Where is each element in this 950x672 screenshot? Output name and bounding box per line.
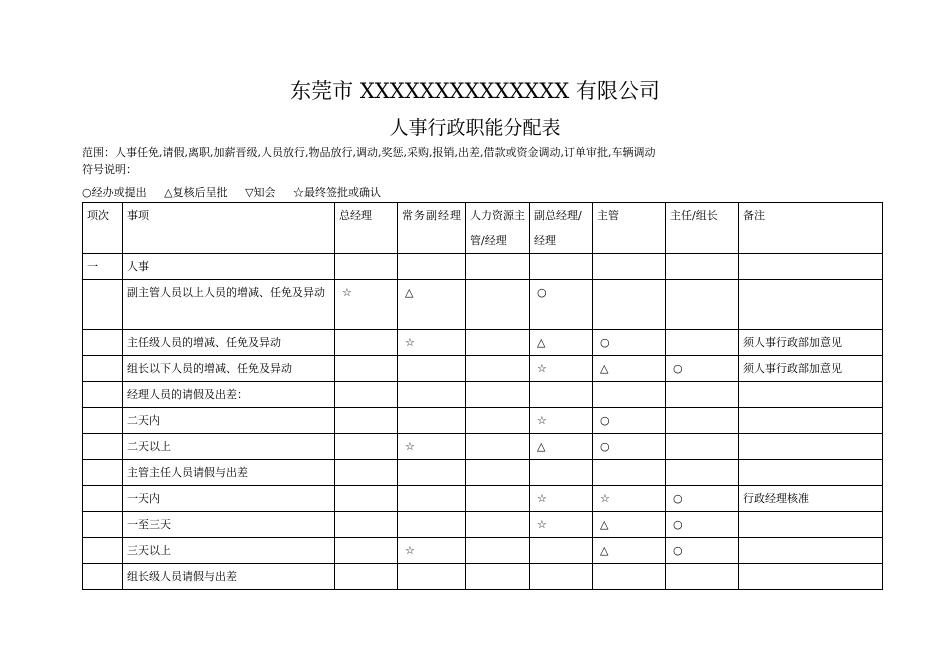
mark-cell: ☆ xyxy=(335,280,398,330)
mark-cell xyxy=(530,564,593,590)
header-cell-director: 主任/组长 xyxy=(666,203,739,254)
header-cell-index: 项次 xyxy=(83,203,123,254)
symbol-legend xyxy=(82,186,395,200)
company-name: 东莞市 XXXXXXXXXXXXXX 有限公司 xyxy=(290,79,660,103)
remark-cell xyxy=(739,280,883,330)
mark-cell xyxy=(398,512,466,538)
mark-cell xyxy=(466,280,530,330)
header-cell-deputy-gm: 副总经理/经理 xyxy=(530,203,593,254)
table-row xyxy=(83,280,883,330)
legend-item-approve: ☆最终签批或确认 xyxy=(293,186,382,199)
mark-cell: ○ xyxy=(593,434,666,460)
mark-cell: ○ xyxy=(666,356,739,382)
remark-cell xyxy=(739,512,883,538)
remark-cell xyxy=(739,460,883,486)
index-cell xyxy=(83,512,123,538)
mark-cell xyxy=(335,434,398,460)
mark-cell xyxy=(335,330,398,356)
item-cell: 组长以下人员的增减、任免及异动 xyxy=(123,356,335,382)
index-cell xyxy=(83,538,123,564)
item-cell: 三天以上 xyxy=(123,538,335,564)
table-row xyxy=(83,486,883,512)
table-row xyxy=(83,382,883,408)
remark-cell: 行政经理核准 xyxy=(739,486,883,512)
header-cell-hr: 人力资源主管/经理 xyxy=(466,203,530,254)
item-cell: 二天内 xyxy=(123,408,335,434)
mark-cell: ○ xyxy=(530,280,593,330)
remark-cell xyxy=(739,254,883,280)
mark-cell: ☆ xyxy=(398,434,466,460)
mark-cell: △ xyxy=(593,512,666,538)
mark-cell: ○ xyxy=(666,538,739,564)
item-cell: 一天内 xyxy=(123,486,335,512)
mark-cell: △ xyxy=(593,538,666,564)
mark-cell xyxy=(398,356,466,382)
mark-cell xyxy=(335,254,398,280)
mark-cell xyxy=(530,538,593,564)
mark-cell xyxy=(398,564,466,590)
header-cell-item: 事项 xyxy=(123,203,335,254)
table-row xyxy=(83,538,883,564)
mark-cell xyxy=(335,408,398,434)
mark-cell xyxy=(666,254,739,280)
index-cell xyxy=(83,434,123,460)
scope-text: 范围：人事任免,请假,离职,加薪晋级,人员放行,物品放行,调动,奖惩,采购,报销,出差,借款或资金调动,订单审批,车辆调动 xyxy=(82,146,656,159)
table-row xyxy=(83,564,883,590)
mark-cell: ○ xyxy=(593,408,666,434)
header-cell-remarks: 备注 xyxy=(739,203,883,254)
mark-cell xyxy=(335,460,398,486)
header-cell-gm: 总经理 xyxy=(335,203,398,254)
mark-cell xyxy=(593,564,666,590)
mark-cell xyxy=(666,330,739,356)
index-cell xyxy=(83,330,123,356)
mark-cell: ☆ xyxy=(530,512,593,538)
mark-cell xyxy=(398,254,466,280)
mark-cell xyxy=(398,382,466,408)
item-cell: 一至三天 xyxy=(123,512,335,538)
table-row xyxy=(83,512,883,538)
index-cell xyxy=(83,356,123,382)
item-cell: 人事 xyxy=(123,254,335,280)
mark-cell: ☆ xyxy=(530,356,593,382)
remark-cell xyxy=(739,408,883,434)
header-cell-supervisor: 主管 xyxy=(593,203,666,254)
item-cell: 经理人员的请假及出差： xyxy=(123,382,335,408)
mark-cell: △ xyxy=(530,330,593,356)
mark-cell xyxy=(466,564,530,590)
mark-cell xyxy=(335,382,398,408)
mark-cell xyxy=(335,486,398,512)
table-row xyxy=(83,356,883,382)
index-cell: 一 xyxy=(83,254,123,280)
mark-cell: △ xyxy=(530,434,593,460)
mark-cell: △ xyxy=(398,280,466,330)
remark-cell xyxy=(739,382,883,408)
mark-cell xyxy=(666,434,739,460)
mark-cell: ☆ xyxy=(398,330,466,356)
mark-cell: ☆ xyxy=(530,408,593,434)
mark-cell xyxy=(398,408,466,434)
mark-cell: ☆ xyxy=(593,486,666,512)
mark-cell: ○ xyxy=(666,486,739,512)
mark-cell xyxy=(466,254,530,280)
table-row xyxy=(83,434,883,460)
mark-cell xyxy=(466,434,530,460)
responsibility-table xyxy=(82,202,883,590)
mark-cell xyxy=(466,512,530,538)
table-row xyxy=(83,330,883,356)
legend-item-handle: ○经办或提出 xyxy=(82,186,147,199)
item-cell: 主任级人员的增减、任免及异动 xyxy=(123,330,335,356)
mark-cell xyxy=(335,512,398,538)
mark-cell xyxy=(593,280,666,330)
mark-cell xyxy=(666,280,739,330)
index-cell xyxy=(83,460,123,486)
mark-cell: ☆ xyxy=(398,538,466,564)
remark-cell xyxy=(739,538,883,564)
index-cell xyxy=(83,280,123,330)
table-header-row xyxy=(83,203,883,254)
symbol-label: 符号说明： xyxy=(82,163,137,176)
mark-cell xyxy=(398,486,466,512)
mark-cell xyxy=(398,460,466,486)
mark-cell: ○ xyxy=(666,512,739,538)
mark-cell xyxy=(466,356,530,382)
mark-cell xyxy=(335,538,398,564)
mark-cell xyxy=(593,460,666,486)
mark-cell xyxy=(466,382,530,408)
mark-cell xyxy=(530,382,593,408)
mark-cell xyxy=(666,408,739,434)
mark-cell xyxy=(335,356,398,382)
table-row xyxy=(83,460,883,486)
mark-cell xyxy=(593,254,666,280)
mark-cell xyxy=(466,486,530,512)
remark-cell xyxy=(739,434,883,460)
table-row xyxy=(83,254,883,280)
mark-cell xyxy=(466,460,530,486)
mark-cell: ○ xyxy=(593,330,666,356)
legend-item-review: △复核后呈批 xyxy=(164,186,228,199)
remark-cell: 须人事行政部加意见 xyxy=(739,330,883,356)
document-title: 人事行政职能分配表 xyxy=(389,117,561,139)
item-cell: 副主管人员以上人员的增减、任免及异动 xyxy=(123,280,335,330)
mark-cell xyxy=(666,460,739,486)
mark-cell xyxy=(593,382,666,408)
mark-cell: △ xyxy=(593,356,666,382)
remark-cell xyxy=(739,564,883,590)
header-cell-exec-deputy: 常务副经理 xyxy=(398,203,466,254)
item-cell: 二天以上 xyxy=(123,434,335,460)
mark-cell xyxy=(466,330,530,356)
item-cell: 组长级人员请假与出差 xyxy=(123,564,335,590)
mark-cell xyxy=(466,538,530,564)
mark-cell xyxy=(335,564,398,590)
table-row xyxy=(83,408,883,434)
mark-cell xyxy=(666,382,739,408)
index-cell xyxy=(83,564,123,590)
index-cell xyxy=(83,408,123,434)
legend-item-notify: ▽知会 xyxy=(245,186,276,199)
index-cell xyxy=(83,486,123,512)
remark-cell: 须人事行政部加意见 xyxy=(739,356,883,382)
item-cell: 主管主任人员请假与出差 xyxy=(123,460,335,486)
mark-cell: ☆ xyxy=(530,486,593,512)
mark-cell xyxy=(666,564,739,590)
mark-cell xyxy=(466,408,530,434)
mark-cell xyxy=(530,254,593,280)
index-cell xyxy=(83,382,123,408)
mark-cell xyxy=(530,460,593,486)
